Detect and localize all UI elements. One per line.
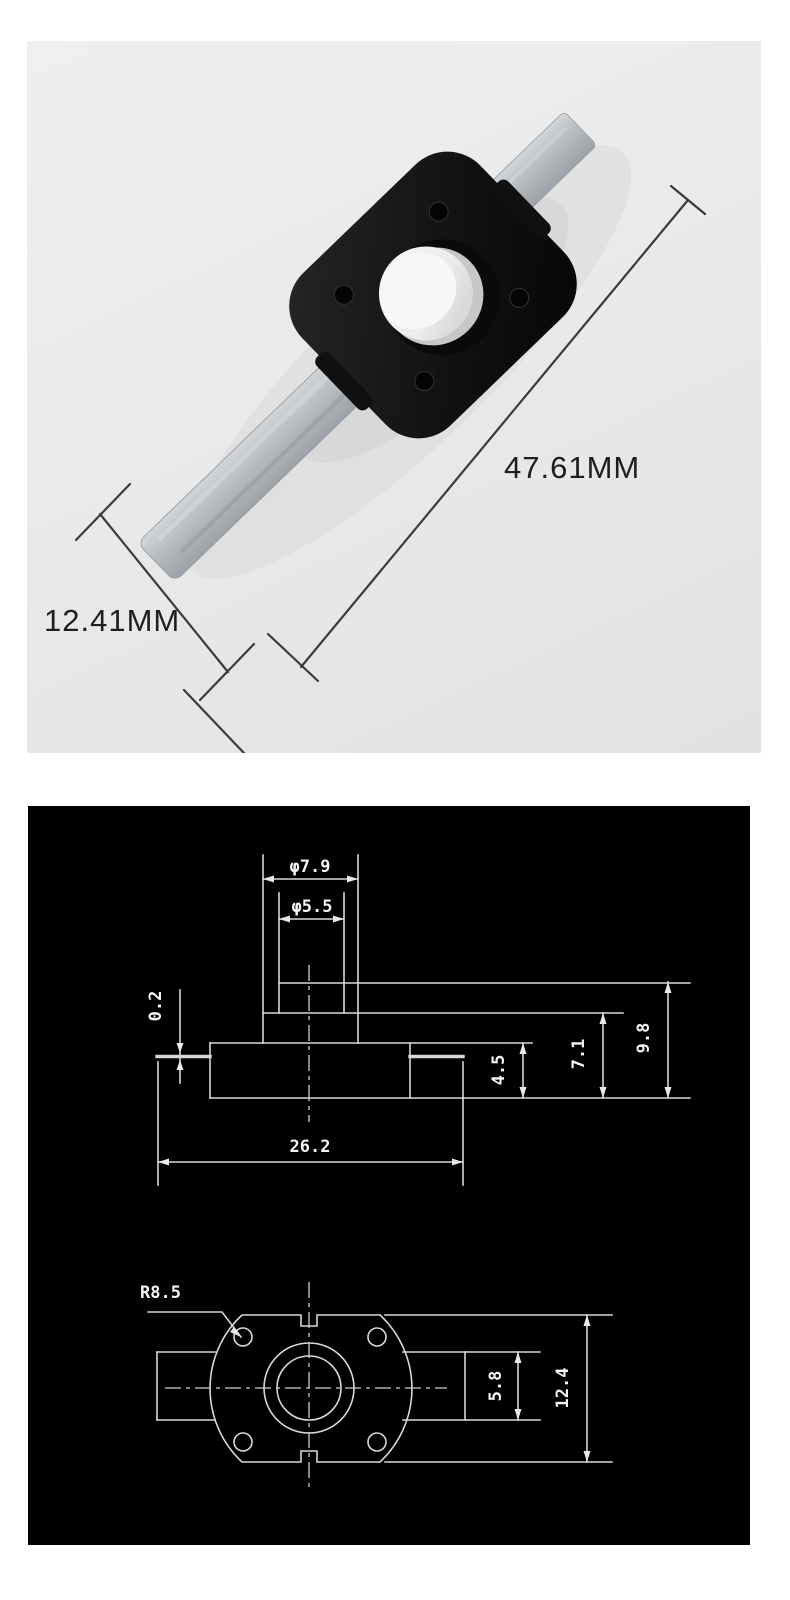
- dim-label-45: 4.5: [489, 1054, 509, 1086]
- technical-drawing: [28, 806, 750, 1545]
- dimension-phi-5-5: [279, 897, 344, 923]
- dimension-total-height: [634, 982, 672, 1098]
- dimension-body-height: [489, 1043, 527, 1098]
- dim-label-58: 5.8: [486, 1370, 506, 1402]
- dim-label-124: 12.4: [553, 1367, 573, 1409]
- technical-drawing-section: [28, 806, 750, 1545]
- side-view: [146, 855, 690, 1185]
- dim-label-98: 9.8: [634, 1022, 654, 1054]
- flange-hole: [368, 1433, 386, 1451]
- dim-label-02: 0.2: [146, 990, 166, 1022]
- width-dimension-label: 12.41MM: [44, 603, 181, 638]
- dimension-phi-7-9: [263, 857, 358, 883]
- length-dimension-label: 47.61MM: [504, 450, 641, 485]
- product-photo-scene: [27, 41, 761, 753]
- dimension-flange-radius: [140, 1283, 241, 1337]
- product-switch: [82, 65, 666, 639]
- dim-label-71: 7.1: [569, 1038, 589, 1070]
- bottom-view: [140, 1282, 612, 1490]
- dim-label-phi79: φ7.9: [289, 857, 331, 877]
- dim-label-r85: R8.5: [140, 1283, 181, 1303]
- dim-label-phi55: φ5.5: [291, 897, 333, 917]
- dimension-boss-height: [569, 1013, 607, 1098]
- dim-label-262: 26.2: [289, 1137, 331, 1157]
- dimension-blade-thickness: [146, 990, 184, 1083]
- product-photo-section: [27, 41, 761, 753]
- flange-hole: [234, 1433, 252, 1451]
- dimension-blade-width: [486, 1352, 522, 1420]
- dimension-overall-length: [158, 1062, 463, 1185]
- flange-hole: [368, 1328, 386, 1346]
